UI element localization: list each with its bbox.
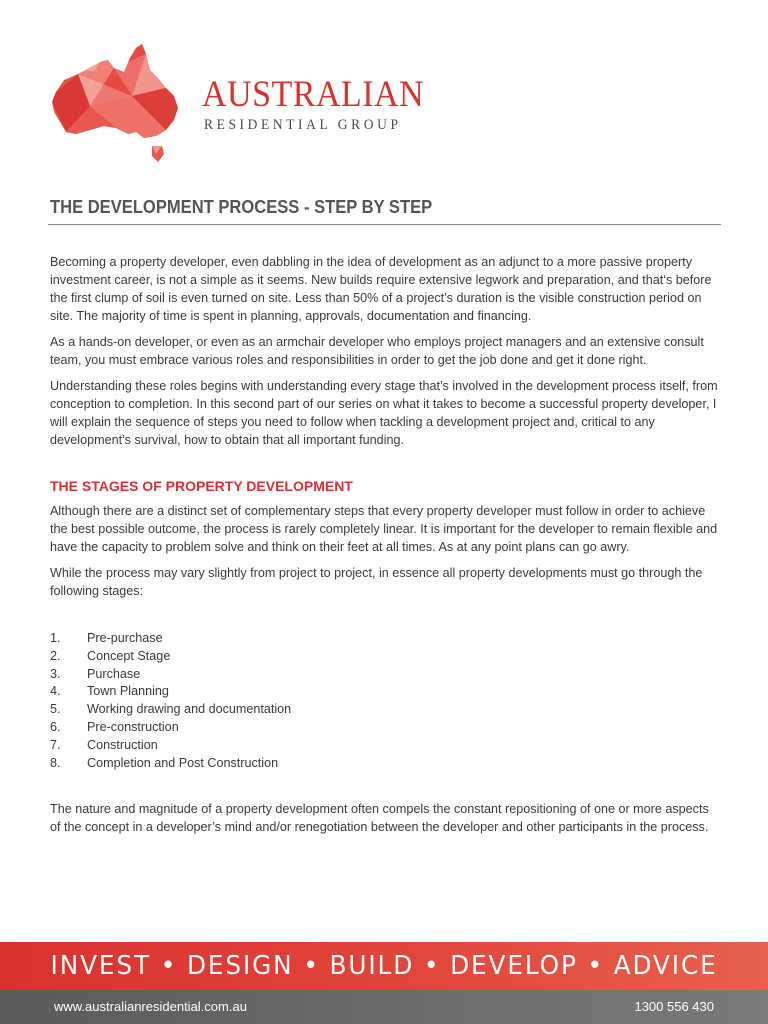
- australia-map-logo: [44, 40, 184, 168]
- list-number: 1.: [50, 631, 61, 645]
- page-title: THE DEVELOPMENT PROCESS - STEP BY STEP: [50, 197, 433, 217]
- brand-subtitle: RESIDENTIAL GROUP: [204, 117, 402, 133]
- intro-paragraph: Understanding these roles begins with understanding every stage that’s involved in the development process itself, from conception to completion. In this second part of our series on what it takes to become a successful property developer, I will explain the sequence of steps you need to follow when tackling a development project and, critical to any development’s survival, how to obtain that all important funding.: [50, 379, 718, 447]
- list-label: Pre-construction: [87, 719, 179, 734]
- list-item: [50, 755, 722, 773]
- title-divider: [48, 224, 721, 225]
- list-number: 2.: [50, 648, 61, 663]
- list-item: [50, 666, 722, 684]
- intro-paragraph: Becoming a property developer, even dabbling in the idea of development as an adjunct to a more passive property investment career, is not a simple as it seems. New builds require extensive legwork and preparation, and that‘s before the first clump of soil is even turned on site. Less than 50% of a project’s duration is the visible construction period on site. The majority of time is spent in planning, approvals, documentation and financing.: [50, 255, 712, 323]
- closing-paragraph: The nature and magnitude of a property development often compels the constant repositioning of one or more aspects of the concept in a developer’s mind and/or renegotiation between the developer and other participants in the process.: [50, 802, 709, 835]
- footer-tagline: INVEST • DESIGN • BUILD • DEVELOP • ADVICE: [50, 951, 718, 981]
- intro-paragraph: As a hands-on developer, or even as an armchair developer who employs project managers and an extensive consult team, you must embrace various roles and responsibilities in order to get the job done and get it done right.: [50, 335, 704, 367]
- list-label: Purchase: [87, 666, 141, 681]
- list-item: [50, 630, 722, 648]
- list-item: [50, 719, 722, 737]
- footer-contact-bar: [0, 990, 768, 1024]
- list-number: 8.: [50, 755, 61, 770]
- list-number: 4.: [50, 684, 61, 699]
- list-label: Working drawing and documentation: [87, 702, 292, 717]
- list-number: 5.: [50, 702, 61, 717]
- article-body: [50, 253, 722, 844]
- section-paragraph: Although there are a distinct set of complementary steps that every property developer must follow in order to achieve the best possible outcome, the process is rarely completely linear. It is important for the developer to remain flexible and have the capacity to problem solve and think on their feet at all times. As at any point plans can go awry.: [50, 504, 718, 554]
- brand-name: AUSTRALIAN: [202, 74, 425, 115]
- list-label: Pre-purchase: [87, 631, 163, 645]
- list-item: [50, 737, 722, 755]
- stages-list: [50, 630, 722, 772]
- list-item: [50, 701, 722, 719]
- list-label: Completion and Post Construction: [87, 755, 279, 770]
- list-number: 3.: [50, 666, 61, 681]
- list-number: 7.: [50, 737, 61, 752]
- list-item: [50, 683, 722, 701]
- list-label: Concept Stage: [87, 648, 171, 663]
- phone-number: 1300 556 430: [634, 999, 714, 1014]
- section-heading: THE STAGES OF PROPERTY DEVELOPMENT: [50, 478, 353, 494]
- list-number: 6.: [50, 719, 61, 734]
- header: [44, 40, 424, 168]
- website-link[interactable]: www.australianresidential.com.au: [54, 999, 247, 1014]
- section-paragraph: While the process may vary slightly from project to project, in essence all property developments must go through the following stages:: [50, 566, 703, 598]
- list-label: Town Planning: [87, 684, 169, 699]
- list-label: Construction: [87, 737, 158, 752]
- footer-tagline-band: [0, 942, 768, 990]
- list-item: [50, 648, 722, 666]
